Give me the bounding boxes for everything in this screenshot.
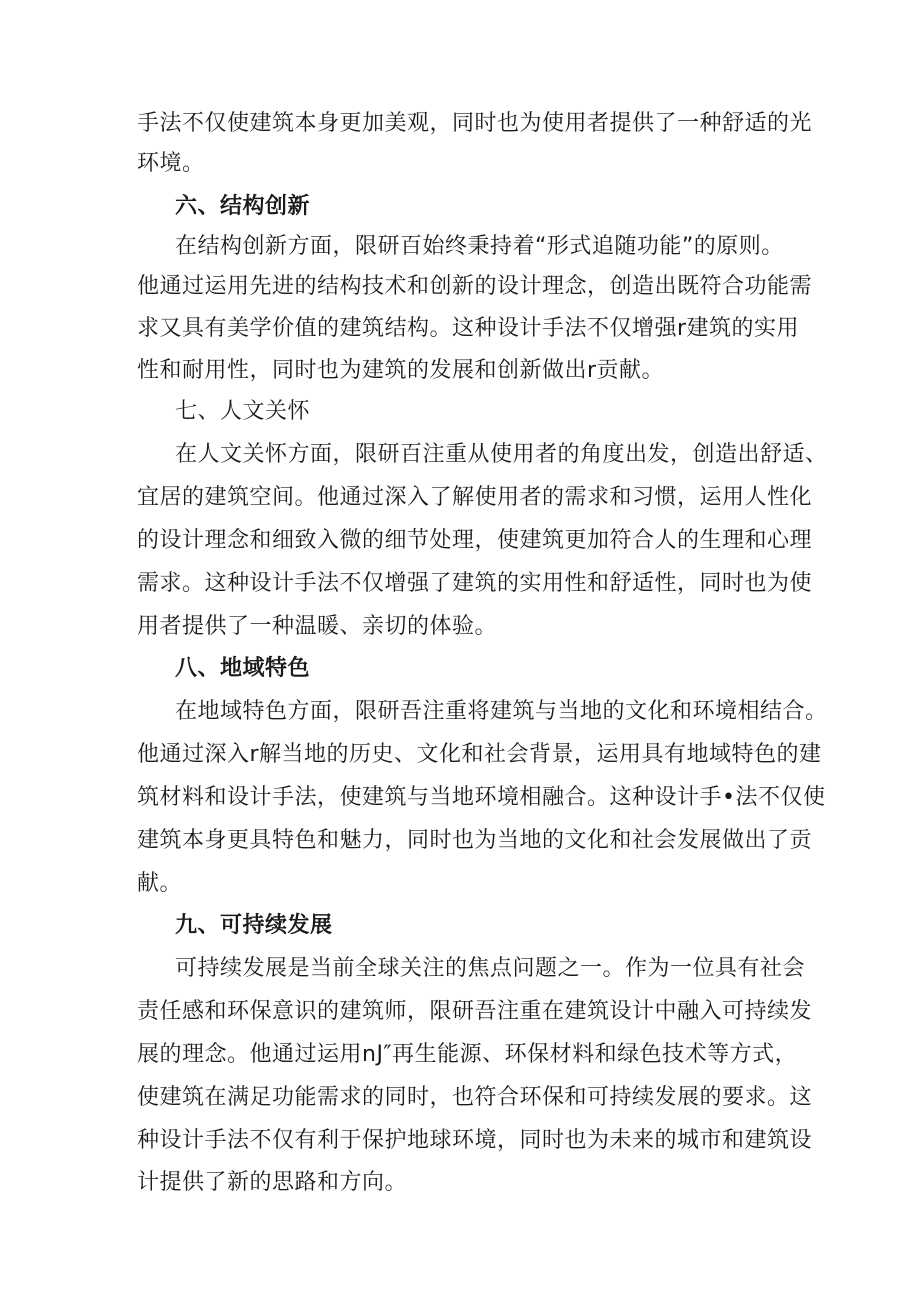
paragraph-line: 的设计理念和细致入微的细节处理，使建筑更加符合人的生理和心理 — [137, 528, 813, 553]
paragraph-line: 宜居的建筑空间。他通过深入了解使用者的需求和习惯，运用人性化 — [137, 485, 813, 510]
paragraph-line: 使建筑在满足功能需求的同时，也符合环保和可持续发展的要求。这 — [137, 1085, 813, 1110]
paragraph-line: 计提供了新的思路和方向。 — [137, 1170, 408, 1195]
paragraph-line: 筑材料和设计手法，使建筑与当地环境相融合。这种设计手•法不仅使 — [137, 785, 826, 810]
paragraph-line: 他通过深入r解当地的历史、文化和社会背景，运用具有地域特色的建 — [137, 742, 822, 767]
paragraph-line: 性和耐用性，同时也为建筑的发展和创新做出r贡献。 — [137, 358, 665, 383]
paragraph-line: 责任感和环保意识的建筑师，限研吾注重在建筑设计中融入可持续发 — [137, 999, 813, 1024]
paragraph-line: 在地域特色方面，限研吾注重将建筑与当地的文化和环境相结合。 — [175, 699, 828, 724]
paragraph-line: 可持续发展是当前全球关注的焦点问题之一。作为一位具有社会 — [175, 956, 806, 981]
section-heading: 七、人文关怀 — [175, 399, 311, 424]
paragraph-line: 建筑本身更具特色和魅力，同时也为当地的文化和社会发展做出了贡 — [137, 828, 813, 853]
paragraph-line: 在人文关怀方面，限研百注重从使用者的角度出发，创造出舒适、 — [175, 442, 828, 467]
paragraph-line: 用者提供了一种温暖、亲切的体验。 — [137, 614, 498, 639]
section-heading: 九、可持续发展 — [175, 913, 333, 938]
section-heading: 六、结构创新 — [175, 194, 311, 219]
paragraph-line: 展的理念。他通过运用nJ″再生能源、环保材料和绿色技术等方式， — [137, 1042, 798, 1067]
paragraph-line: 环境。 — [137, 151, 205, 176]
paragraph-line: 手法不仅使建筑本身更加美观，同时也为使用者提供了一种舒适的光 — [137, 111, 813, 136]
paragraph-line: 求又具有美学价值的建筑结构。这种设计手法不仅增强r建筑的实用 — [137, 316, 800, 341]
paragraph-line: 种设计手法不仅有利于保护地球环境，同时也为未来的城市和建筑设 — [137, 1128, 813, 1153]
paragraph-line: 在结构创新方面，限研百始终秉持着“形式追随功能”的原则。 — [175, 234, 784, 259]
section-heading: 八、地域特色 — [175, 656, 311, 681]
paragraph-line: 献。 — [137, 871, 183, 896]
paragraph-line: 他通过运用先进的结构技术和创新的设计理念，创造出既符合功能需 — [137, 274, 813, 299]
paragraph-line: 需求。这种设计手法不仅增强了建筑的实用性和舒适性，同时也为使 — [137, 571, 813, 596]
